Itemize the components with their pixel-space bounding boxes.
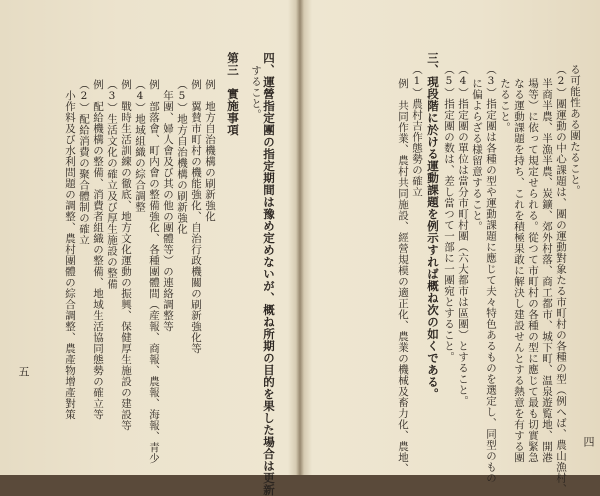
right-col-8: （4）指定團の單位は當分市町村團（六大都市は區團）とすること。 [457,64,469,407]
left-col-4: 例 翼賛市町村の機能強化、自治行政機關の刷新強化等 [190,79,202,354]
right-col-12: 例 共同作業、農村共同施設、經營規模の適正化、農業の機械及畜力化、農地、 [397,78,409,474]
right-col-5: たること。 [499,78,511,133]
left-col-13: 小作料及び水利問題の調整、農村團體の綜合調整、農產物增產對策 [64,90,76,420]
right-col-6: （3）指定團は各種の型や運動課題に應じて夫々特色あるものを選定し、同型のもの [485,64,497,484]
left-page [0,0,298,496]
left-col-6: 年團、婦人會及び其の他の團體等）の連絡調整等 [162,90,174,332]
right-col-4: なる運動課題を持ち、これを積極果敢に解決し建設せんとする熱意を有する團 [513,78,525,463]
left-col-10: （3）生活文化の確立及び厚生施設の整備 [106,79,118,290]
left-col-8: （4）地域組織の綜合調整 [134,79,146,213]
right-col-7: に偏よらざる様留意すること。 [471,78,483,232]
left-col-7: 例 部落會、町内會の整備強化、各種團體間（産報、商報、農報、海報、青少 [148,79,160,464]
right-col-2: 半商半農、半漁半農、炭鑛、郊外村落、商工都市、城下町、温泉遊覧地、開港 [541,78,553,463]
right-col-10: 三、現段階に於ける運動課題を例示すれば概ね次の如くである。 [426,52,440,400]
left-col-1: すること。 [250,65,262,120]
left-col-12: （2）配給消費の聚合體制の確立 [78,79,90,246]
right-col-1: （2）團運動の中心課題は、團の運動對象たる市町村の各種の型（例へば、農山漁村、 [555,64,567,495]
right-page [302,0,600,495]
right-page-number: 四 [582,436,595,447]
left-col-3: 例 地方自治機構の刷新強化 [204,79,216,222]
left-col-11: 例 配給機構の整備、消費者組織の整備、地域生活協同態勢の確立等 [92,79,104,420]
left-col-9: 例 戰時生活訓練の徹底、地方文化運動の振興、保健厚生施設の建設等 [120,79,132,431]
left-col-2: 第三 實施事項 [226,52,240,136]
left-col-0: 四、運營指定團の指定期間は豫め定めないが、概ね所期の目的を果した場合は更新 [262,52,276,496]
right-col-11: （1）農村吉作態勢の確立 [411,64,423,198]
right-col-3: 場等）に依って規定せられる。從つて市町村の各種の型に應じて最も切實緊急 [527,78,539,463]
left-page-number: 五 [17,366,30,377]
left-col-5: （5）地方自治機構の刷新強化 [176,79,188,235]
right-col-0: る可能性ある團たること。 [569,64,581,196]
right-col-9: （5）指定團の数は、差し當つて一部に一團宛とすること。 [443,64,455,363]
